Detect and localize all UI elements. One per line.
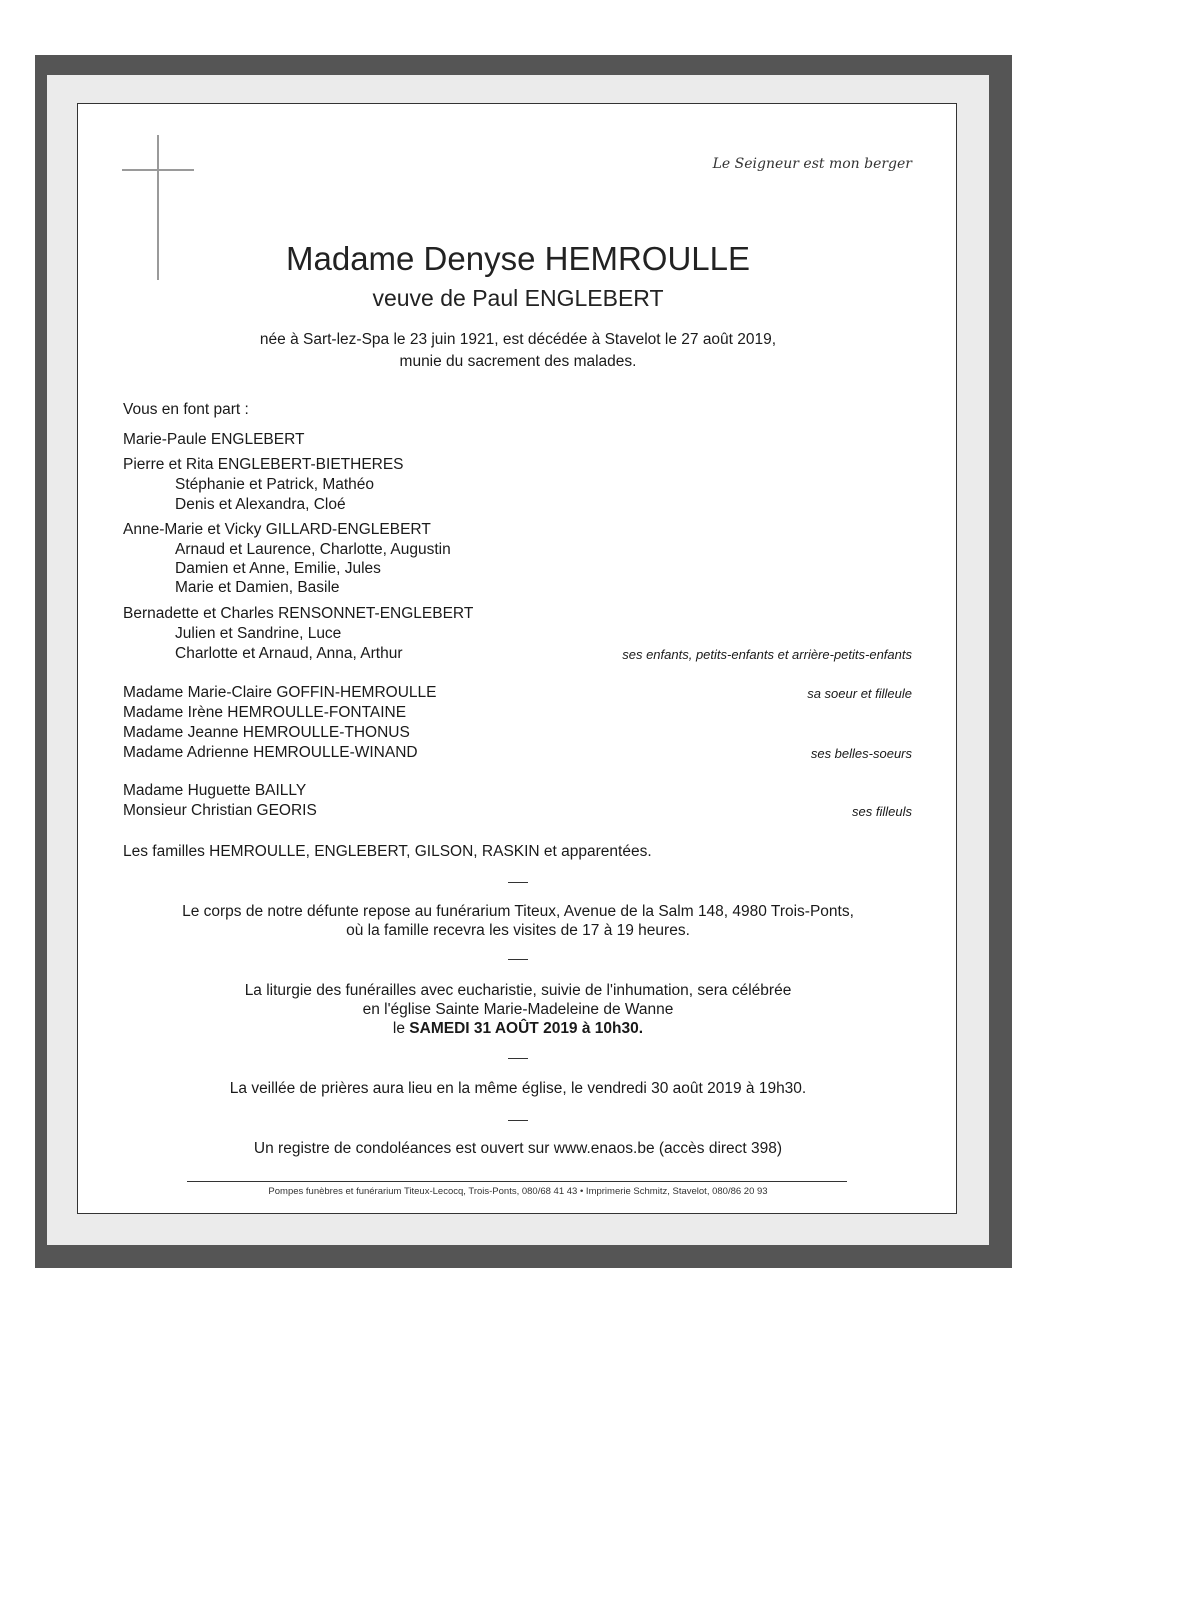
relation-label: sa soeur et filleule bbox=[807, 686, 912, 701]
visitation-line: où la famille recevra les visites de 17 à 19 heures. bbox=[346, 922, 690, 939]
visitation-line: Le corps de notre défunte repose au funérarium Titeux, Avenue de la Salm 148, 4980 Trois-Ponts, bbox=[182, 903, 854, 920]
funeral-line: en l'église Sainte Marie-Madeleine de Wanne bbox=[362, 1001, 674, 1018]
family-line: Madame Huguette BAILLY bbox=[123, 782, 307, 799]
family-subline: Damien et Anne, Emilie, Jules bbox=[175, 560, 381, 577]
announce-intro: Vous en font part : bbox=[123, 401, 249, 418]
deceased-name: Madame Denyse HEMROULLE bbox=[286, 240, 750, 277]
footer-rule bbox=[187, 1181, 847, 1182]
separator bbox=[508, 959, 528, 960]
cross-icon-bar bbox=[122, 169, 194, 171]
relation-label: ses filleuls bbox=[852, 804, 912, 819]
separator bbox=[508, 1120, 528, 1121]
funeral-date: SAMEDI 31 AOÛT 2019 à 10h30 bbox=[409, 1020, 639, 1037]
family-subline: Denis et Alexandra, Cloé bbox=[175, 496, 346, 513]
family-line: Madame Adrienne HEMROULLE-WINAND bbox=[123, 744, 418, 761]
family-subline: Marie et Damien, Basile bbox=[175, 579, 340, 596]
separator bbox=[508, 882, 528, 883]
funeral-date-line bbox=[118, 1020, 918, 1038]
funeral-date-suffix: . bbox=[638, 1020, 644, 1037]
family-line: Madame Irène HEMROULLE-FONTAINE bbox=[123, 704, 407, 721]
widow-of: veuve de Paul ENGLEBERT bbox=[372, 285, 664, 311]
family-subline: Charlotte et Arnaud, Anna, Arthur bbox=[175, 645, 403, 662]
relation-label: ses enfants, petits-enfants et arrière-petits-enfants bbox=[622, 647, 912, 662]
condolences-line: Un registre de condoléances est ouvert sur www.enaos.be (accès direct 398) bbox=[253, 1140, 783, 1157]
birth-death: née à Sart-lez-Spa le 23 juin 1921, est décédée à Stavelot le 27 août 2019, bbox=[259, 331, 777, 348]
family-line: Pierre et Rita ENGLEBERT-BIETHERES bbox=[123, 456, 404, 473]
family-line: Madame Jeanne HEMROULLE-THONUS bbox=[123, 724, 410, 741]
family-subline: Arnaud et Laurence, Charlotte, Augustin bbox=[175, 541, 451, 558]
footer-text: Pompes funèbres et funérarium Titeux-Lecocq, Trois-Ponts, 080/68 41 43 • Imprimerie Schmitz, Stavelot, 080/86 20 93 bbox=[268, 1186, 768, 1197]
funeral-date-prefix: le bbox=[392, 1020, 410, 1037]
relation-label: ses belles-soeurs bbox=[810, 746, 912, 761]
motto: Le Seigneur est mon berger bbox=[712, 156, 912, 172]
family-line: Anne-Marie et Vicky GILLARD-ENGLEBERT bbox=[123, 521, 431, 538]
family-subline: Julien et Sandrine, Luce bbox=[175, 625, 342, 642]
family-line: Bernadette et Charles RENSONNET-ENGLEBERT bbox=[123, 605, 474, 622]
separator bbox=[508, 1058, 528, 1059]
funeral-line: La liturgie des funérailles avec eucharistie, suivie de l'inhumation, sera célébrée bbox=[244, 982, 792, 999]
family-subline: Stéphanie et Patrick, Mathéo bbox=[175, 476, 375, 493]
family-line: Monsieur Christian GEORIS bbox=[123, 802, 317, 819]
family-line: Madame Marie-Claire GOFFIN-HEMROULLE bbox=[123, 684, 437, 701]
sacrament: munie du sacrement des malades. bbox=[399, 353, 637, 370]
family-line: Marie-Paule ENGLEBERT bbox=[123, 431, 305, 448]
families-line: Les familles HEMROULLE, ENGLEBERT, GILSON, RASKIN et apparentées. bbox=[123, 843, 652, 860]
vigil-line: La veillée de prières aura lieu en la même église, le vendredi 30 août 2019 à 19h30. bbox=[229, 1080, 807, 1097]
